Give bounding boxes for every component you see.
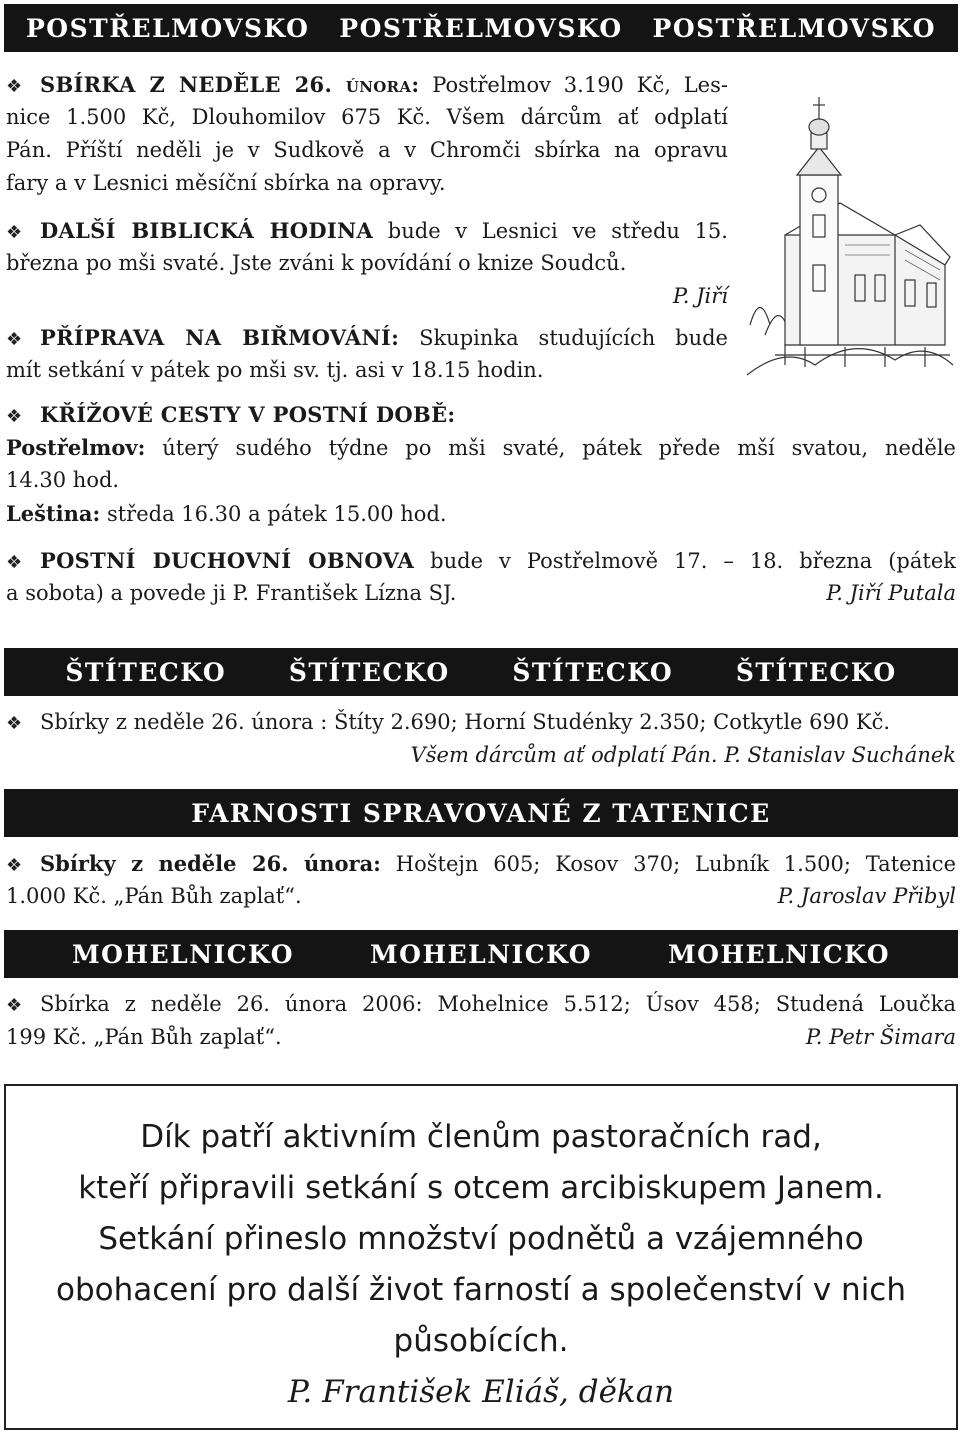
diamond-bullet-icon: ❖ (6, 329, 23, 350)
thanks-line: obohacení pro další život farností a společenství v nich (55, 1272, 907, 1308)
thanks-signature: P. František Eliáš, děkan (287, 1374, 675, 1410)
banner-text: POSTŘELMOVSKO (652, 13, 936, 43)
obnova-text: bude v Postřelmově 17. – 18. března (pátek (430, 549, 956, 573)
krizove-postrelmov-line-2: 14.30 hod. (6, 468, 120, 492)
diamond-bullet-icon: ❖ (6, 222, 23, 243)
thanks-line: působících. (393, 1323, 569, 1359)
biblicka-line-2: března po mši svaté. Jste zváni k povídání o knize Soudců. (6, 251, 627, 275)
obnova-text-2: a sobota) a povede ji P. František Lízna SJ. (6, 581, 457, 605)
krizove-lestina-text: středa 16.30 a pátek 15.00 hod. (106, 502, 447, 526)
stitecko-section (6, 706, 956, 772)
diamond-bullet-icon: ❖ (6, 552, 23, 573)
sbirka-line-2: nice 1.500 Kč, Dlouhomilov 675 Kč. Všem dárcům ať odplatí (6, 105, 728, 129)
stitecko-signature: Všem dárcům ať odplatí Pán. P. Stanislav Suchánek (410, 743, 956, 767)
mohelnicko-section (6, 988, 956, 1054)
banner-tatenice (4, 789, 958, 837)
krizove-lestina-line (6, 497, 956, 530)
banner-text: ŠTÍTECKO (735, 657, 897, 687)
obnova-line-1 (6, 544, 956, 577)
postrelmovsko-section-2 (6, 398, 956, 610)
obnova-heading: POSTNÍ DUCHOVNÍ OBNOVA (40, 548, 415, 573)
banner-text: ŠTÍTECKO (288, 657, 450, 687)
diamond-bullet-icon: ❖ (6, 713, 23, 734)
banner-text: POSTŘELMOVSKO (339, 13, 623, 43)
banner-text: POSTŘELMOVSKO (26, 13, 310, 43)
stitecko-line-1 (6, 706, 956, 739)
tatenice-text: Hoštejn 605; Kosov 370; Lubník 1.500; Tatenice (395, 852, 956, 876)
mohelnicko-line-2 (6, 1021, 956, 1054)
banner-text: ŠTÍTECKO (512, 657, 674, 687)
thanks-line: Setkání přineslo množství podnětů a vzájemného (98, 1221, 864, 1257)
banner-postrelmovsko (4, 4, 958, 52)
diamond-bullet-icon: ❖ (6, 76, 23, 97)
diamond-bullet-icon: ❖ (6, 855, 23, 876)
tatenice-signature: P. Jaroslav Přibyl (777, 884, 956, 908)
birmovani-text: Skupinka studujících bude (419, 326, 728, 350)
postrelmovsko-section (6, 68, 728, 387)
banner-text: FARNOSTI SPRAVOVANÉ Z TATENICE (191, 798, 771, 828)
krizove-postrelmov-text: úterý sudého týdne po mši svaté, pátek přede mší svatou, neděle (162, 436, 956, 460)
birmovani-heading: PŘÍPRAVA NA BIŘMOVÁNÍ: (40, 325, 400, 350)
tatenice-text-2: 1.000 Kč. „Pán Bůh zaplať“. (6, 884, 302, 908)
banner-text: MOHELNICKO (668, 939, 890, 969)
tatenice-heading: Sbírky z neděle 26. února: (40, 851, 381, 876)
banner-text: ŠTÍTECKO (65, 657, 227, 687)
krizove-heading: KŘÍŽOVÉ CESTY V POSTNÍ DOBĚ: (40, 402, 456, 427)
sbirka-line-1 (6, 68, 728, 101)
thanks-line: Dík patří aktivním členům pastoračních rad, (140, 1119, 822, 1155)
obnova-signature: P. Jiří Putala (826, 581, 956, 605)
banner-text: MOHELNICKO (370, 939, 592, 969)
banner-mohelnicko (4, 930, 958, 978)
tatenice-section (6, 847, 956, 913)
stitecko-text: Sbírky z neděle 26. února : Štíty 2.690; Horní Studénky 2.350; Cotkytle 690 Kč. (40, 710, 891, 734)
krizove-postrelmov-label: Postřelmov: (6, 435, 146, 460)
mohelnicko-text: Sbírka z neděle 26. února 2006: Mohelnice 5.512; Úsov 458; Studená Loučka (40, 992, 956, 1016)
biblicka-heading: DALŠÍ BIBLICKÁ HODINA (40, 218, 374, 243)
birmovani-line-1 (6, 321, 728, 354)
sbirka-heading: SBÍRKA Z NEDĚLE 26. února: (40, 72, 420, 97)
mohelnicko-text-2: 199 Kč. „Pán Bůh zaplať“. (6, 1025, 282, 1049)
krizove-lestina-label: Leština: (6, 501, 101, 526)
diamond-bullet-icon: ❖ (6, 995, 23, 1016)
obnova-line-2 (6, 577, 956, 610)
sbirka-line-3: Pán. Příští neděli je v Sudkově a v Chromči sbírka na opravu (6, 138, 728, 162)
mohelnicko-line-1 (6, 988, 956, 1021)
tatenice-line-1 (6, 847, 956, 880)
mohelnicko-signature: P. Petr Šimara (805, 1025, 956, 1049)
krizove-postrelmov-line (6, 431, 956, 464)
birmovani-line-2: mít setkání v pátek po mši sv. tj. asi v 18.15 hodin. (6, 358, 544, 382)
tatenice-line-2 (6, 880, 956, 913)
church-illustration (745, 75, 955, 385)
banner-stitecko (4, 648, 958, 696)
thanks-box (4, 1084, 958, 1430)
thanks-line: kteří připravili setkání s otcem arcibiskupem Janem. (78, 1170, 884, 1206)
banner-text: MOHELNICKO (72, 939, 294, 969)
diamond-bullet-icon: ❖ (6, 406, 23, 427)
biblicka-line-1 (6, 214, 728, 247)
sbirka-line-4: fary a v Lesnici měsíční sbírka na opravy. (6, 171, 446, 195)
sbirka-text: Postřelmov 3.190 Kč, Les- (432, 73, 728, 97)
biblicka-signature: P. Jiří (672, 284, 728, 308)
krizove-heading-line (6, 398, 956, 431)
biblicka-text: bude v Lesnici ve středu 15. (387, 219, 728, 243)
